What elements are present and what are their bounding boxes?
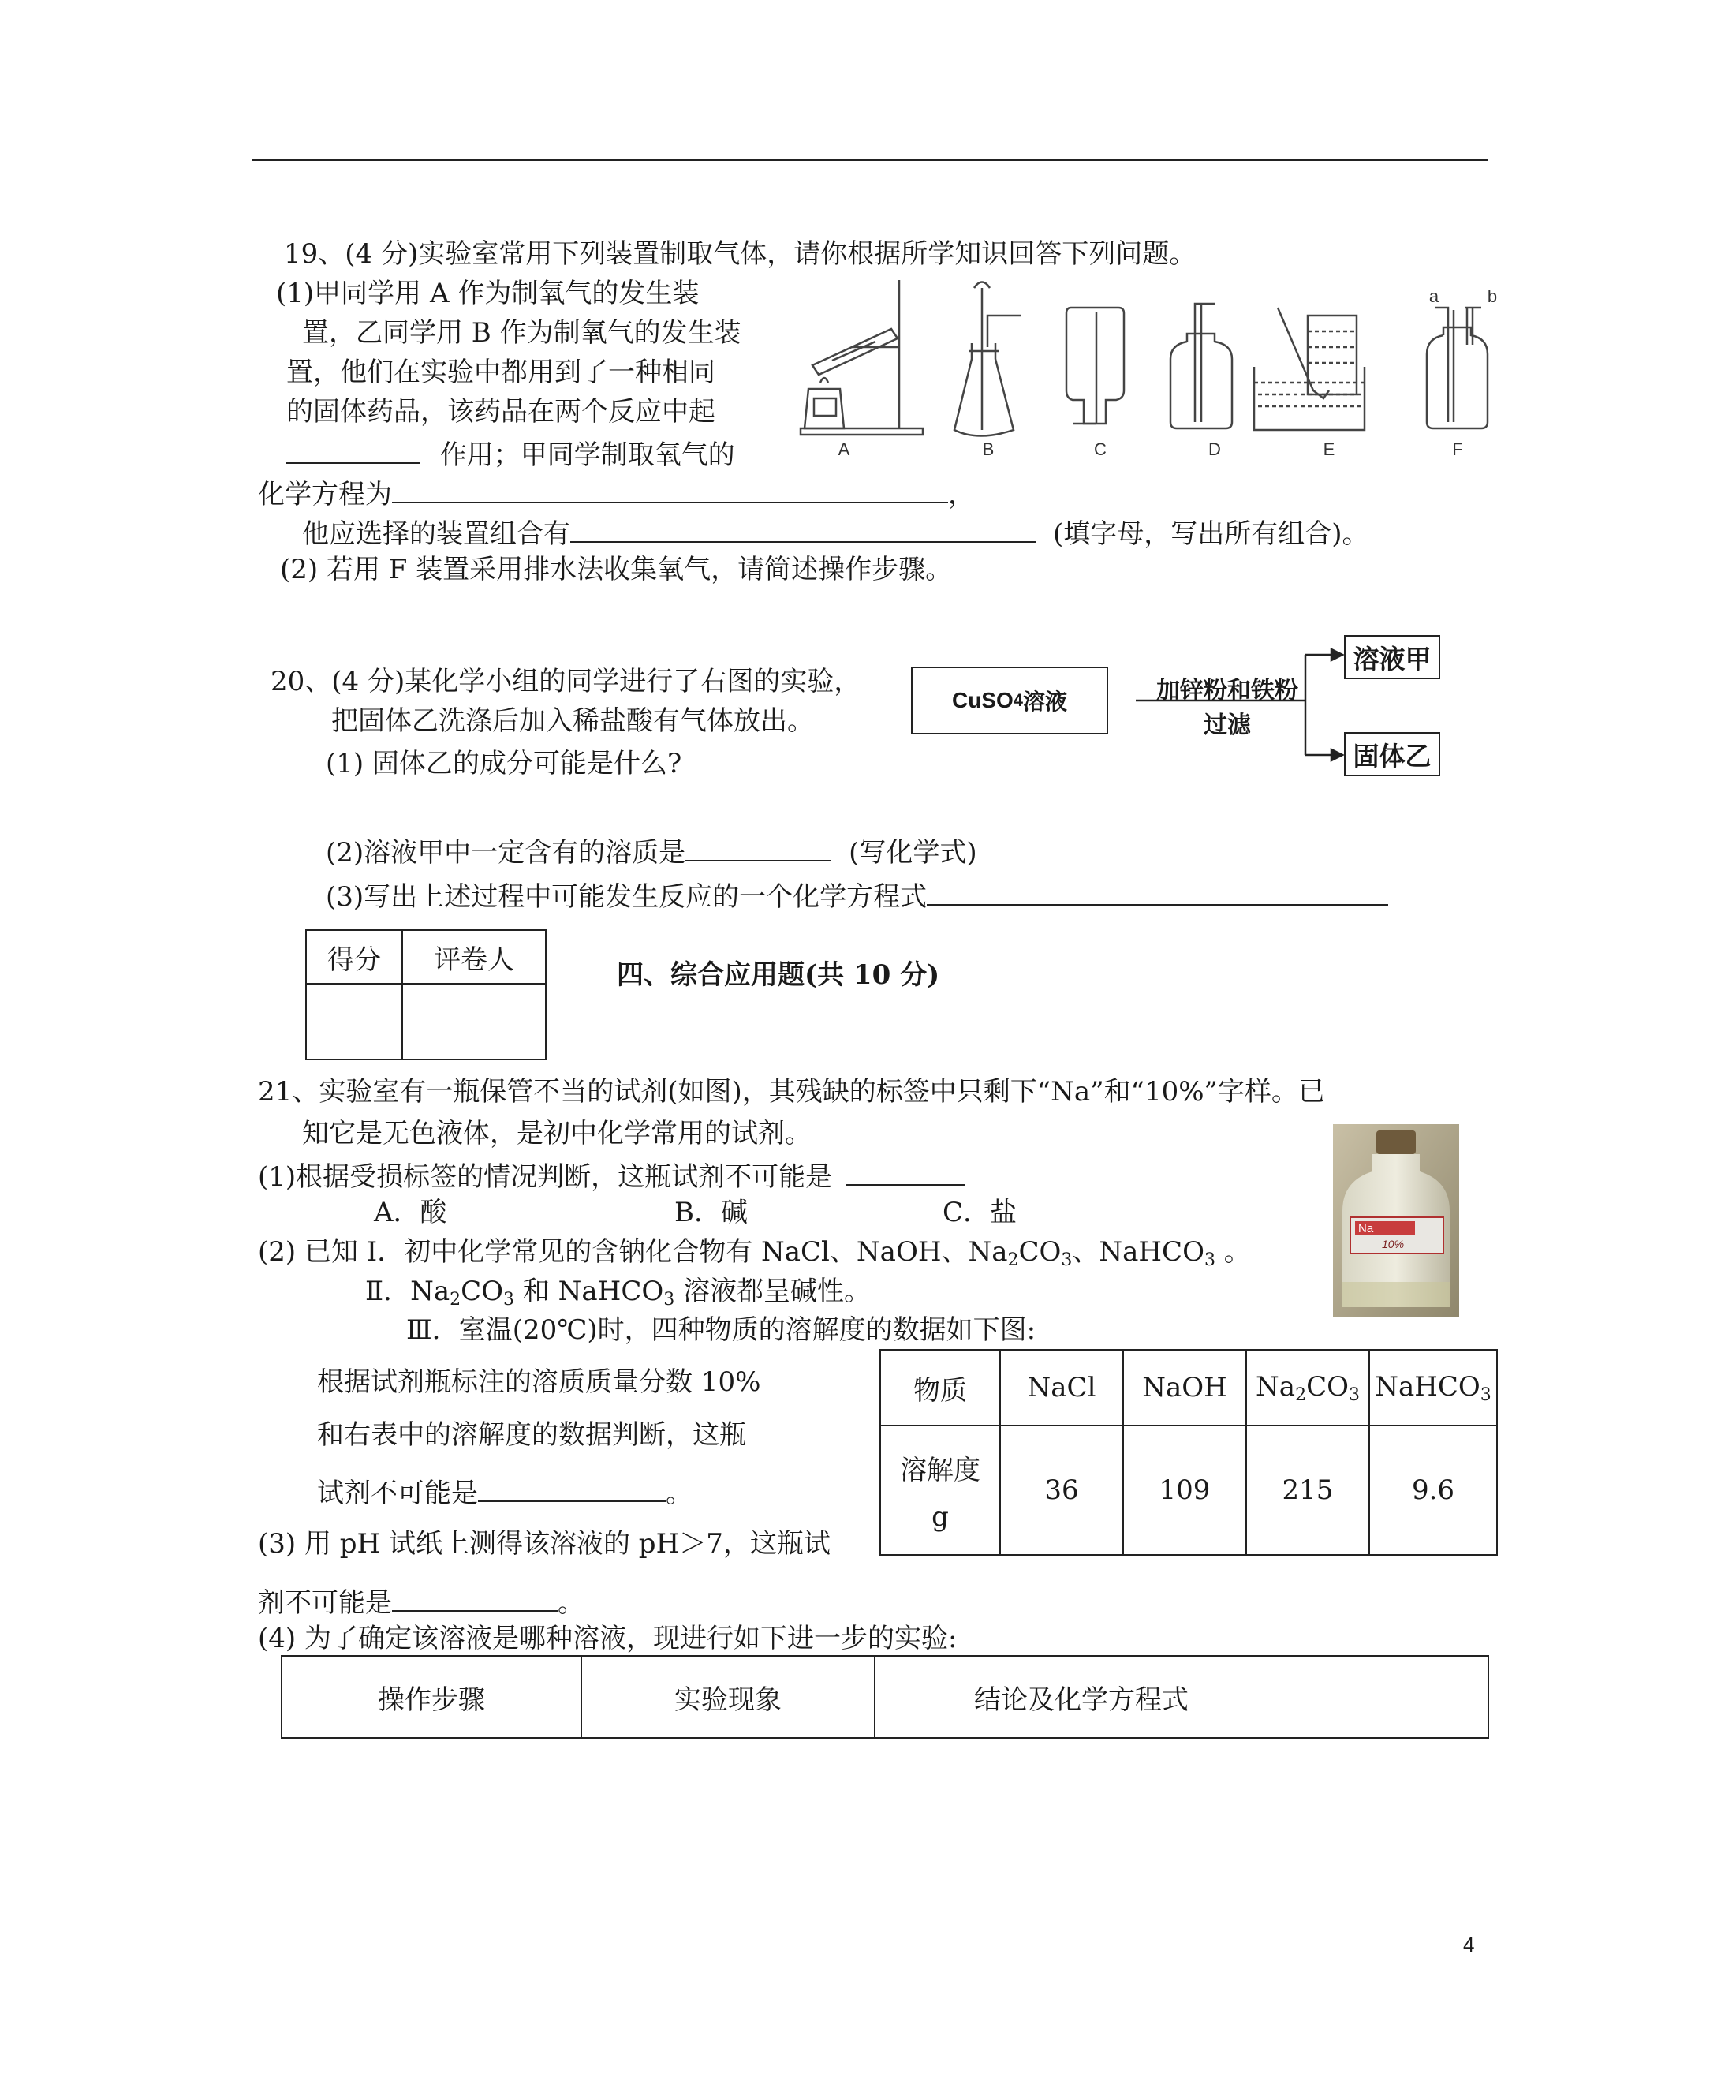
grader-cell[interactable]: [402, 984, 546, 1059]
q19-part1-line5: [286, 434, 735, 473]
flow-step-filter: 过滤: [1204, 712, 1251, 739]
page-number: 4: [1463, 1933, 1475, 1956]
answer-blank-solute[interactable]: [685, 831, 831, 861]
exp-header-conclusion: 结论及化学方程式: [875, 1656, 1488, 1738]
header-rule: [252, 159, 1488, 161]
sol-value-naoh: 109: [1123, 1426, 1246, 1555]
q19-title: 19、(4 分)实验室常用下列装置制取气体，请你根据所学知识回答下列问题。: [284, 238, 1197, 270]
answer-blank-judge[interactable]: [478, 1472, 666, 1502]
apparatus-a: [801, 280, 923, 435]
apparatus-e: [1254, 308, 1365, 430]
flow-start-tail: 溶液: [1023, 689, 1068, 714]
score-header: 得分: [306, 930, 402, 984]
known-text: (2) 已知 Ⅰ．初中化学常见的含钠化合物有 NaCl、NaOH、Na: [258, 1236, 1008, 1268]
q20-line1: 20、(4 分)某化学小组的同学进行了右图的实验，: [271, 666, 861, 697]
exp-header-steps: 操作步骤: [282, 1656, 581, 1738]
q21-option-b: B．碱: [674, 1197, 748, 1228]
ii-b: CO: [461, 1276, 504, 1307]
flow-start-box: [911, 667, 1108, 734]
judge3-end: 。: [666, 1478, 693, 1509]
q21-line1: 21、实验室有一瓶保管不当的试剂(如图)，其残缺的标签中只剩下“Na”和“10%”字样。已: [258, 1076, 1325, 1108]
q20-sub2-text: (2)溶液甲中一定含有的溶质是: [326, 837, 686, 869]
ii-d: 溶液都呈碱性。: [674, 1276, 872, 1307]
q21-part3-line2: [258, 1582, 584, 1620]
sol-header-substance: 物质: [880, 1350, 1000, 1426]
q21-part1: [258, 1156, 965, 1194]
flow-output-solution: 溶液甲: [1344, 635, 1440, 679]
apparatus-d: [1170, 304, 1232, 428]
sol-header-solubility: [880, 1426, 1000, 1555]
q20-sub2: [326, 831, 977, 870]
score-cell[interactable]: [306, 984, 402, 1059]
q19-combo-label: 他应选择的装置组合有: [302, 518, 570, 550]
answer-blank-q20-equation[interactable]: [927, 876, 1388, 906]
q21-judge-line1: 根据试剂瓶标注的溶质质量分数 10%: [317, 1366, 761, 1398]
bottle-label-na: Na: [1358, 1222, 1374, 1235]
q21-judge-line2: 和右表中的溶解度的数据判断，这瓶: [317, 1419, 746, 1451]
known-sub1: 2: [1007, 1250, 1019, 1270]
q20-sub2-hint: (写化学式): [849, 837, 977, 869]
q21-part2-known: [258, 1235, 1251, 1278]
q21-option-a: A．酸: [374, 1197, 447, 1228]
flow-arrows: [1128, 631, 1365, 789]
q21-line2: 知它是无色液体，是初中化学常用的试剂。: [302, 1118, 812, 1149]
q19-part1-line3: 置，他们在实验中都用到了一种相同: [286, 357, 715, 388]
q19-part1-line2: 置，乙同学用 B 作为制氧气的发生装: [302, 317, 741, 349]
q21-part3: (3) 用 pH 试纸上测得该溶液的 pH＞7，这瓶试: [258, 1528, 831, 1560]
answer-blank-role[interactable]: [286, 434, 420, 464]
apparatus-c: [1066, 308, 1124, 424]
known-tail: 、NaHCO: [1072, 1236, 1204, 1268]
port-a-label: a: [1428, 286, 1439, 306]
flow-start-formula: CuSO: [951, 688, 1014, 712]
apparatus-b: [954, 282, 1021, 436]
q21-part2-ii: [365, 1274, 871, 1317]
q19-equation-label: 化学方程为: [258, 479, 392, 510]
sol-header-nacl: NaCl: [1000, 1350, 1123, 1426]
known-sub2: 3: [1061, 1250, 1073, 1270]
sol-value-nacl: 36: [1000, 1426, 1123, 1555]
sol-header-na2co3: $Na_2CO_3$: [1246, 1350, 1369, 1426]
section-4-heading: 四、综合应用题(共 10 分): [617, 959, 940, 991]
q20-line2: 把固体乙洗涤后加入稀盐酸有气体放出。: [331, 705, 814, 737]
port-b-label: b: [1487, 286, 1498, 306]
flow-start-sub: 4: [1013, 690, 1023, 710]
label-a: A: [838, 439, 850, 459]
ii-a: Ⅱ．Na: [365, 1276, 450, 1307]
q19-part1-line1: (1)甲同学用 A 作为制氧气的发生装: [276, 278, 700, 309]
label-f: F: [1452, 439, 1463, 459]
q21-part1-text: (1)根据受损标签的情况判断，这瓶试剂不可能是: [258, 1161, 833, 1193]
exp-header-observations: 实验现象: [581, 1656, 875, 1738]
sol-value-na2co3: 215: [1246, 1426, 1369, 1555]
solubility-label: 溶解度: [900, 1454, 980, 1486]
q19-part2: (2) 若用 F 装置采用排水法收集氧气，请简述操作步骤。: [280, 554, 953, 585]
q19-comma: ，: [948, 479, 975, 510]
answer-blank-combination[interactable]: [570, 513, 1036, 543]
ii-sub1: 2: [450, 1290, 461, 1310]
ii-sub3: 3: [663, 1290, 675, 1310]
flow-output-solid: 固体乙: [1344, 732, 1440, 776]
q20-sub1: (1) 固体乙的成分可能是什么?: [326, 748, 682, 779]
q21-part2-iii: Ⅲ．室温(20℃)时，四种物质的溶解度的数据如下图:: [406, 1314, 1036, 1346]
answer-blank-part3[interactable]: [392, 1582, 558, 1612]
ii-sub2: 3: [503, 1290, 515, 1310]
label-d: D: [1208, 439, 1221, 459]
q21-judge-line3: [317, 1472, 693, 1511]
judge3-text: 试剂不可能是: [317, 1478, 478, 1509]
ii-c: 和 NaHCO: [514, 1276, 664, 1307]
q21-option-c: C．盐: [943, 1197, 1017, 1228]
known-mid: CO: [1018, 1236, 1062, 1268]
label-e: E: [1323, 439, 1335, 459]
q20-sub3: [326, 876, 1388, 914]
answer-blank-equation[interactable]: [392, 473, 948, 503]
apparatus-f: [1427, 308, 1488, 428]
label-c: C: [1094, 439, 1107, 459]
bottle-label-percent: 10%: [1382, 1238, 1405, 1250]
q19-part1-line7: [302, 513, 1369, 551]
experiment-table: [281, 1655, 1489, 1739]
known-sub3: 3: [1204, 1250, 1215, 1270]
p3b-text: 剂不可能是: [258, 1587, 392, 1619]
apparatus-diagram: [797, 272, 1506, 461]
q19-combo-hint: (填字母，写出所有组合)。: [1053, 518, 1369, 550]
q19-part1-line6: [258, 473, 975, 512]
p3b-end: 。: [558, 1587, 584, 1619]
known-end: 。: [1215, 1236, 1251, 1268]
sol-value-nahco3: 9.6: [1369, 1426, 1497, 1555]
grader-header: 评卷人: [402, 930, 546, 984]
reagent-bottle-photo: [1333, 1124, 1459, 1317]
q20-sub3-text: (3)写出上述过程中可能发生反应的一个化学方程式: [326, 881, 928, 913]
label-b: B: [982, 439, 995, 459]
sol-header-naoh: NaOH: [1123, 1350, 1246, 1426]
flow-step-reagent: 加锌粉和铁粉: [1156, 677, 1298, 704]
sol-header-nahco3: NaHCO$_3$: [1369, 1350, 1497, 1426]
solubility-table: [879, 1349, 1498, 1556]
score-box: [305, 929, 547, 1060]
answer-blank-q21-part1[interactable]: [846, 1156, 965, 1186]
q19-part1-line4: 的固体药品，该药品在两个反应中起: [286, 396, 715, 428]
q19-part1-line5-text: 作用；甲同学制取氧气的: [439, 439, 735, 471]
solubility-unit: g: [931, 1500, 949, 1533]
q21-part4: (4) 为了确定该溶液是哪种溶液，现进行如下进一步的实验:: [258, 1623, 958, 1654]
